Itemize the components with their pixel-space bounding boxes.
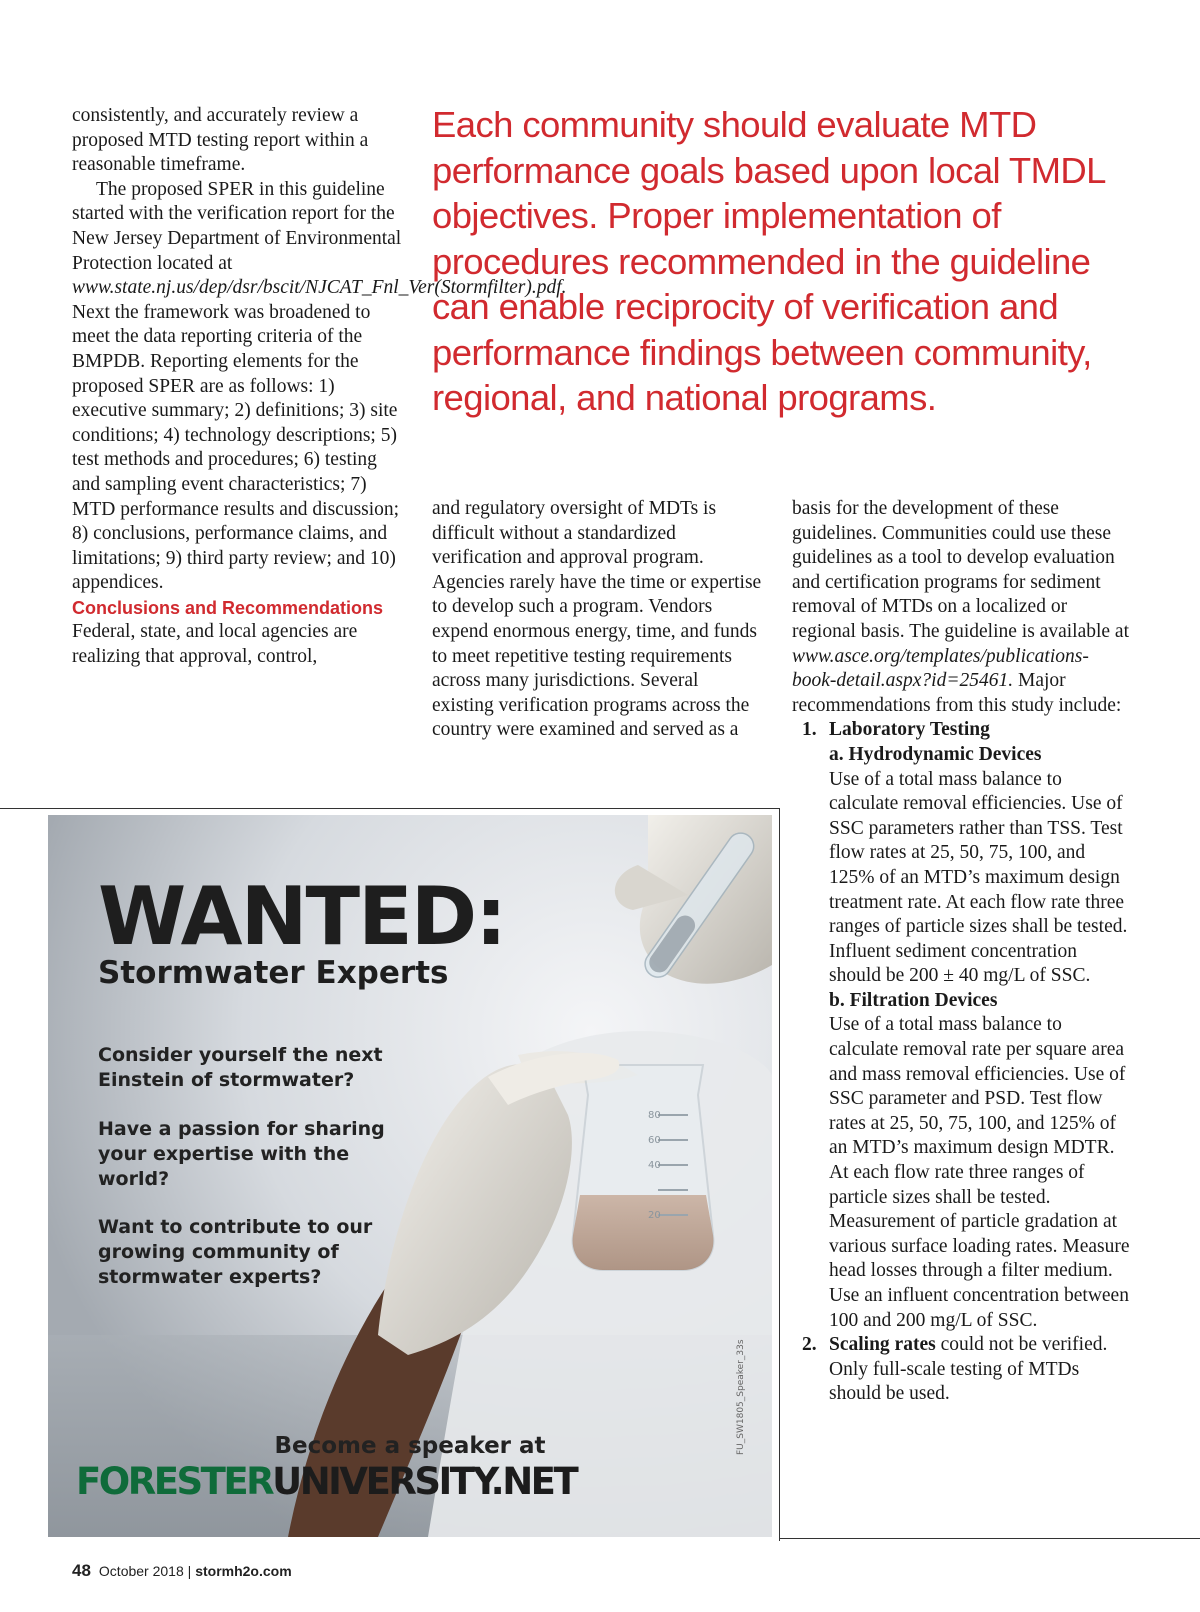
recommendations-list: [792, 718, 1132, 1407]
logo-part-dark: UNIVERSITY.NET: [272, 1460, 577, 1503]
website[interactable]: stormh2o.com: [195, 1563, 292, 1579]
paragraph-text: Next the framework was broadened to meet the data reporting criteria of the BMPDB. Reporting elements for the proposed SPER are as follows: 1) executive summary; 2) definitions; 3) site conditions; 4) technology descriptions; 5) test methods and procedures; 6) testing and sampling event characteristics; 7) MTD performance results and discussion; 8) conclusions, performance claims, and limitations; 9) third party review; and 10) appendices.: [72, 301, 400, 594]
beaker-mark: 20: [648, 1210, 661, 1221]
paragraph: [792, 497, 1132, 718]
beaker-mark: 60: [648, 1135, 661, 1146]
paragraph: [72, 178, 567, 596]
forester-university-logo[interactable]: [76, 1460, 576, 1504]
column-rule: [779, 1538, 1200, 1539]
ad-code: FU_SW1805_Speaker_33s: [736, 1339, 746, 1455]
advertisement[interactable]: [48, 815, 772, 1537]
footer-separator: |: [187, 1563, 192, 1579]
paragraph-text: basis for the development of these guidelines. Communities could use these guidelines as a tool to develop evaluation and certification programs for sediment removal of MTDs on a localized or regional basis. The guideline is available at: [792, 498, 1129, 642]
paragraph: consistently, and accurately review a proposed MTD testing report within a reasonable timeframe.: [72, 105, 369, 176]
column-3: [792, 497, 1132, 1407]
column-1: [72, 104, 567, 670]
issue-date: October 2018: [98, 1563, 184, 1579]
section-heading: Conclusions and Recommendations: [72, 597, 384, 618]
list-item-text: could not be verified. Only full-scale testing of MTDs should be used.: [829, 1334, 1108, 1405]
pull-quote: Each community should evaluate MTD performance goals based upon local TMDL objectives. Proper implementation of procedures recommended in the guideline can enable reciprocity of verification and performance findings between community, regional, and national programs.: [432, 104, 1105, 418]
ad-question: Consider yourself the next Einstein of stormwater?: [98, 1044, 383, 1091]
list-item-title: Laboratory Testing: [829, 719, 990, 741]
beaker-mark: 80: [648, 1110, 661, 1121]
ad-question: Have a passion for sharing your expertise with the world?: [98, 1118, 385, 1190]
list-number: 1.: [802, 719, 817, 741]
beaker-mark: 40: [648, 1160, 661, 1171]
sub-item-text: Use of a total mass balance to calculate removal rate per square area and mass removal efficiencies. Use of SSC parameter and PSD. Test flow rates at 25, 50, 75, 100, and 125% of an MTD’s maximum design MDTR. At each flow rate three ranges of particle sizes shall be tested. Measurement of particle gradation at various surface loading rates. Measure head losses through a filter medium. Use an influent concentration between 100 and 200 mg/L of SSC.: [829, 1014, 1130, 1331]
sub-item-title: a. Hydrodynamic Devices: [829, 743, 1042, 765]
column-2: [432, 497, 762, 743]
logo-part-green: FORESTER: [76, 1460, 273, 1503]
paragraph: and regulatory oversight of MDTs is difficult without a standardized verification and approval program. Agencies rarely have the time or expertise to develop such a program. Vendors expend enormous energy, time, and funds to meet repetitive testing requirements across many jurisdictions. Several existing verification programs across the country were examined and served as a: [432, 498, 762, 741]
list-item: [792, 1333, 1132, 1407]
url-link[interactable]: www.asce.org/templates/publications-book-detail.aspx?id=25461.: [792, 645, 1089, 692]
page-footer: [72, 1561, 292, 1581]
page-number: 48: [72, 1561, 91, 1580]
ad-headline: WANTED:: [98, 870, 506, 963]
list-item: [792, 718, 1132, 743]
url-link[interactable]: www.state.nj.us/dep/dsr/bscit/NJCAT_Fnl_Ver(Stormfilter).pdf.: [72, 277, 567, 299]
paragraph-text: The proposed SPER in this guideline started with the verification report for the New Jersey Department of Environmental Protection located at: [72, 178, 402, 274]
ad-question: Want to contribute to our growing community of stormwater experts?: [98, 1216, 373, 1288]
paragraph: Federal, state, and local agencies are realizing that approval, control,: [72, 621, 358, 668]
ad-cta: Become a speaker at: [274, 1433, 546, 1459]
sub-item-title: b. Filtration Devices: [829, 989, 998, 1011]
ad-subheadline: Stormwater Experts: [98, 955, 449, 991]
list-number: 2.: [802, 1334, 817, 1356]
list-item-title: Scaling rates: [829, 1334, 936, 1356]
paragraph-text: Major recommendations from this study include:: [792, 670, 1122, 716]
sub-item-text: Use of a total mass balance to calculate removal efficiencies. Use of SSC parameters rather than TSS. Test flow rates at 25, 50, 75, 100, and 125% of an MTD’s maximum design treatment rate. At each flow rate three ranges of particle sizes shall be tested. Influent sediment concentration should be 200 ± 40 mg/L of SSC.: [829, 768, 1128, 987]
